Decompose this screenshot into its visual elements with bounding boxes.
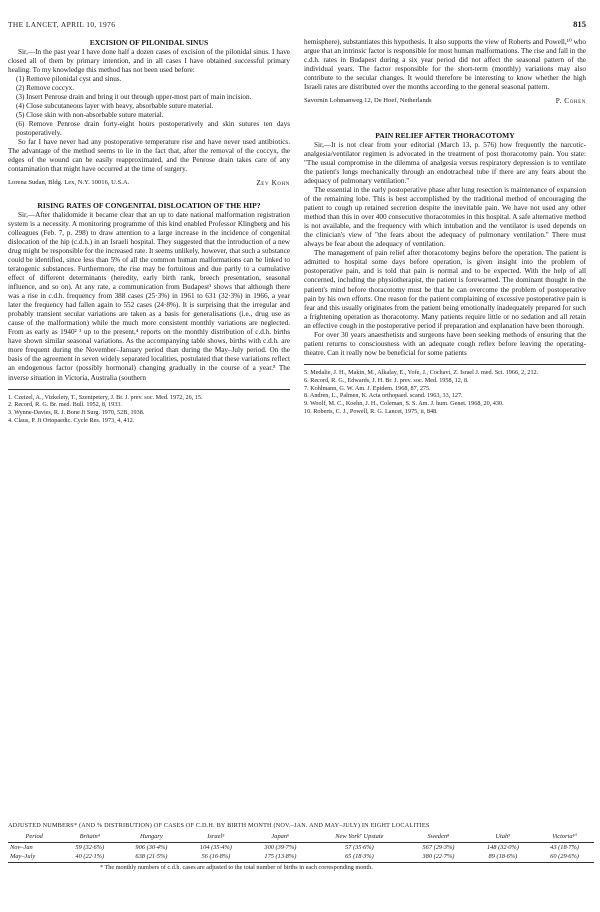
- table-header-cell: Utah⁹: [471, 832, 535, 842]
- article-paragraph: The management of pain relief after thoracotomy begins before the operation. The patient is admitted to hospital some days before operation, is given insight into the problem of postoperative pain, and is told that pain is normal and to be expected. With the help of all concerned, including the physiotherapist, the patient is forewarned. The dominant thought in the patient's mind before thoracotomy must be that he can overcome the problem of postoperative pain by his own efforts. One reason for the patient complaining of excessive postoperative pain is fear and this usually originates from the patient being emotionally inadequately prepared for such a frightening operation as thoracotomy. Many patients require little or no sedation and all retain an effective cough in the postoperative period if preparation and explanation have been thorough.: [304, 249, 586, 330]
- table-cell: 56 (16·8%): [184, 852, 248, 862]
- table-row: [8, 852, 594, 862]
- right-column: [304, 38, 586, 416]
- table-header-cell: New York⁷ Upstate: [313, 832, 407, 842]
- article-paragraph: The essential in the early postoperative phase after lung resection is maintenance of expansion of the remaining lobe. This is best accomplished by the traditional method of encouraging the patient to cough up retained secretion despite the inevitable pain. We have not used any other method than this in over 400 consecutive thoracotomies in this hospital. A safe alternative method is not available, and the frequency with which intubation and the ventilator is used depends on the clinician's view of "the fears about the adequacy of pulmonary ventilation." There must always be fear about the adequacy of ventilation.: [304, 186, 586, 249]
- table-row-label: Nov–Jan: [10, 843, 33, 851]
- reference-item: 10. Roberts, C. J., Powell, R. G. Lancet, 1975, ii, 848.: [304, 407, 438, 415]
- reference-item: 1. Czeizel, A., Vizkelety, T., Szentpetery, J. Br. J. prev. soc. Med. 1972, 26, 15.: [8, 393, 203, 401]
- table-header-cell: Victoria¹⁰: [535, 832, 594, 842]
- procedure-step: (5) Close skin with non-absorbable suture material.: [16, 110, 164, 119]
- table-cell: 57 (35·6%): [344, 843, 374, 851]
- table-cell: 43 (18·7%): [550, 843, 579, 851]
- table-footnote: * The monthly numbers of c.d.h. cases are adjusted to the total number of births in each corresponding month.: [100, 864, 373, 871]
- procedure-step: (4) Close subcutaneous layer with heavy, absorbable suture material.: [16, 101, 214, 110]
- reference-item: 3. Wynne-Davies, R. J. Bone Jt Surg. 1970, 52B, 1938.: [8, 409, 145, 417]
- reference-item: 4. Claus, P. Jt Ortopaedic. Cycle Res. 1973, 4, 412.: [8, 416, 135, 424]
- reference-item: 9. Woolf, M. C., Koehn, J. H., Coleman, S. S. Am. J. hum. Genet. 1968, 20, 430.: [304, 400, 504, 408]
- table-cell: 89 (18·6%): [471, 852, 535, 862]
- table-cell: 567 (29·3%): [422, 843, 455, 851]
- article-conclusion-pilonidal: So far I have never had any postoperative temperature rise and have never used antibiotics. The advantage of the method seems to lie in the fact that, after the removal of the coccyx, the edges of the wound can be easily reapproximated, and the Penrose drain takes care of any contamination that might have occurred at the time of surgery.: [8, 137, 290, 174]
- table-cell: 104 (35·4%): [199, 843, 232, 851]
- table-header-cell: Sweden⁸: [406, 832, 470, 842]
- author-address: Savornin Lohmanweg 12, De Hoef, Netherlands: [304, 97, 432, 105]
- table-row: [8, 842, 594, 852]
- table-header-cell: Israel⁵: [184, 832, 248, 842]
- table-row-label: May–July: [8, 852, 60, 862]
- table-header-cell: Period: [8, 832, 60, 842]
- reference-item: 5. Medalie, J. H., Makin, M., Alkalay, E., Yofe, J., Cochavi, Z. Israel J. med. Sci. 1966, 2, 212.: [304, 368, 539, 376]
- table-header-row: [8, 832, 594, 842]
- data-table: [8, 832, 594, 863]
- procedure-steps: [8, 75, 290, 138]
- procedure-step: (3) Insert Penrose drain and bring it out through upper-most part of main incision.: [16, 92, 252, 101]
- article-title-pilonidal: EXCISION OF PILONIDAL SINUS: [89, 38, 209, 47]
- article-body-hip: Sir,—After thalidomide it became clear that an up to date national malformation registration system is a necessity. A monitoring programme of this kind enabled Professor Klingberg and his colleagues (Feb. 7, p. 298) to draw attention to a large increase in the incidence of congenital dislocation of the hip (c.d.h.) in an Israeli hospital. They suggested that the introduction of a new drug might be responsible for the increased rate. It seems unlikely, however, that such a substance could be identified, since less than 5% of all the common human malformations can be linked to teratogenic substances. Furthermore, the rise may be fortuitous and due partly to a cumulative effect of different determinants (heredity, early birth rank, breech presentation, seasonal influence, and so on). At any rate, a communication from Budapest¹ shows that although there was a rise in c.d.h. frequency from 388 cases (25·3%) in 1961 to 631 (32·3%) in 1966, a year later the frequency had fallen again to 552 cases (24·8%). It is surprising that the irregular and probably transient secular variations are taken as a basis for generalisations (i.e., drug use as cause of the malformation) while the much more consistent monthly variations are neglected. From as early as 1940² ³ up to the present,⁴ reports on the monthly distribution of c.d.h. births have shown similar seasonal variations. As the accompanying table shows, births with c.d.h. are more frequent during the November–January period than during the May–July period. On the basis of the agreement in seven widely separated localities, postulated that these variations reflect an endogenous factor (possibly hormonal) changing gradually in the course of a year.⁸ The inverse situation in Victoria, Australia (southern: [8, 210, 290, 382]
- procedure-step: (2) Remove coccyx.: [16, 83, 75, 92]
- reference-item: 2. Record, R. G. Br. med. Bull. 1952, 8, 1933.: [8, 401, 122, 409]
- table-cell: 148 (32·0%): [486, 843, 519, 851]
- references-left: [8, 389, 290, 425]
- table-cell: 380 (22·7%): [406, 852, 470, 862]
- author-name: Zev Kohn: [256, 179, 290, 188]
- table-cell: 40 (22·1%): [60, 852, 119, 862]
- author-name: P. Cohen: [555, 97, 586, 106]
- table-cell: 65 (18·3%): [313, 852, 407, 862]
- signature-block: [8, 179, 290, 187]
- table-cell: 300 (39·7%): [264, 843, 297, 851]
- running-header: THE LANCET, APRIL 10, 1976: [8, 20, 116, 29]
- reference-item: 6. Record, R. G., Edwards, J. H. Br. J. prev. soc. Med. 1958, 12, 8.: [304, 376, 469, 384]
- signature-block: [304, 97, 586, 105]
- procedure-step: (6) Remove Penrose drain forty-eight hours postoperatively and skin sutures ten days postoperatively.: [16, 119, 290, 137]
- reference-item: 7. Kohlmann, G. W. Am. J. Epidem. 1968, 87, 275.: [304, 384, 431, 392]
- table-cell: 175 (13·8%): [248, 852, 312, 862]
- table-header-cell: Britain⁴: [60, 832, 119, 842]
- table-cell: 59 (32·6%): [75, 843, 105, 851]
- table-cell: 906 (30·4%): [135, 843, 168, 851]
- article-paragraph: Sir,—It is not clear from your editorial (March 13, p. 576) how frequently the narcotic-analgesia/ventilator regimen is advocated in the treatment of post thoracotomy pain. You state: "The usual compromise in the dilemma of analgesia versus respiratory depression is to ventilate the patient's lungs mechanically through an endotracheal tube if there are any fears about the adequacy of pulmonary ventilation.": [304, 140, 586, 185]
- left-column: [8, 38, 290, 425]
- reference-item: 8. Andren, L., Palmen, K. Acta orthopaed. scand. 1963, 33, 127.: [304, 392, 463, 400]
- article-paragraph: For over 30 years anaesthetists and surgeons have been seeking methods of ensuring that the patient returns to consciousness with an adequate cough reflex before leaving the operating-theatre. Can it really now be beneficial for some patients: [304, 330, 586, 357]
- article-title-hip: RISING RATES OF CONGENITAL DISLOCATION OF THE HIP?: [37, 201, 261, 211]
- article-continued-hip: hemisphere), substantiates this hypothesis. It also supports the view of Roberts and Powell,¹⁰ who argue that an intrinsic factor is responsible for most human malformations. The rise and fall in the c.d.h. rates in Budapest during a six year period did not affect the seasonal pattern of the individual years. The factor responsible for the short-term (monthly) variations may also contribute to the secular changes. It would therefore be interesting to know whether the high Israeli rates are distributed over the months according to the general seasonal pattern.: [304, 38, 586, 92]
- author-address: Lorena Sudan, Bldg. Lex, N.Y. 10016, U.S.A.: [8, 179, 130, 187]
- table-cell: 60 (29·6%): [535, 852, 594, 862]
- article-intro-pilonidal: Sir,—In the past year I have done half a dozen cases of excision of the pilonidal sinus. I have closed all of them by primary intention, and in all cases I have obtained successful primary healing. To my knowledge this method has not been used before:: [8, 47, 290, 74]
- procedure-step: (1) Remove pilonidal cyst and sinus.: [16, 74, 122, 83]
- page-number: 815: [573, 19, 586, 29]
- table-header-cell: Hungary: [119, 832, 183, 842]
- table-cell: 638 (21·5%): [119, 852, 183, 862]
- article-title-thoracotomy: PAIN RELIEF AFTER THORACOTOMY: [375, 131, 515, 141]
- references-right: [304, 364, 586, 416]
- table-header-cell: Japan⁶: [248, 832, 312, 842]
- cdh-table: [8, 822, 594, 863]
- table-title: ADJUSTED NUMBERS* (AND % DISTRIBUTION) OF CASES OF C.D.H. BY BIRTH MONTH (NOV.–JAN. AND MAY–JULY) IN EIGHT LOCALITIES: [8, 822, 430, 829]
